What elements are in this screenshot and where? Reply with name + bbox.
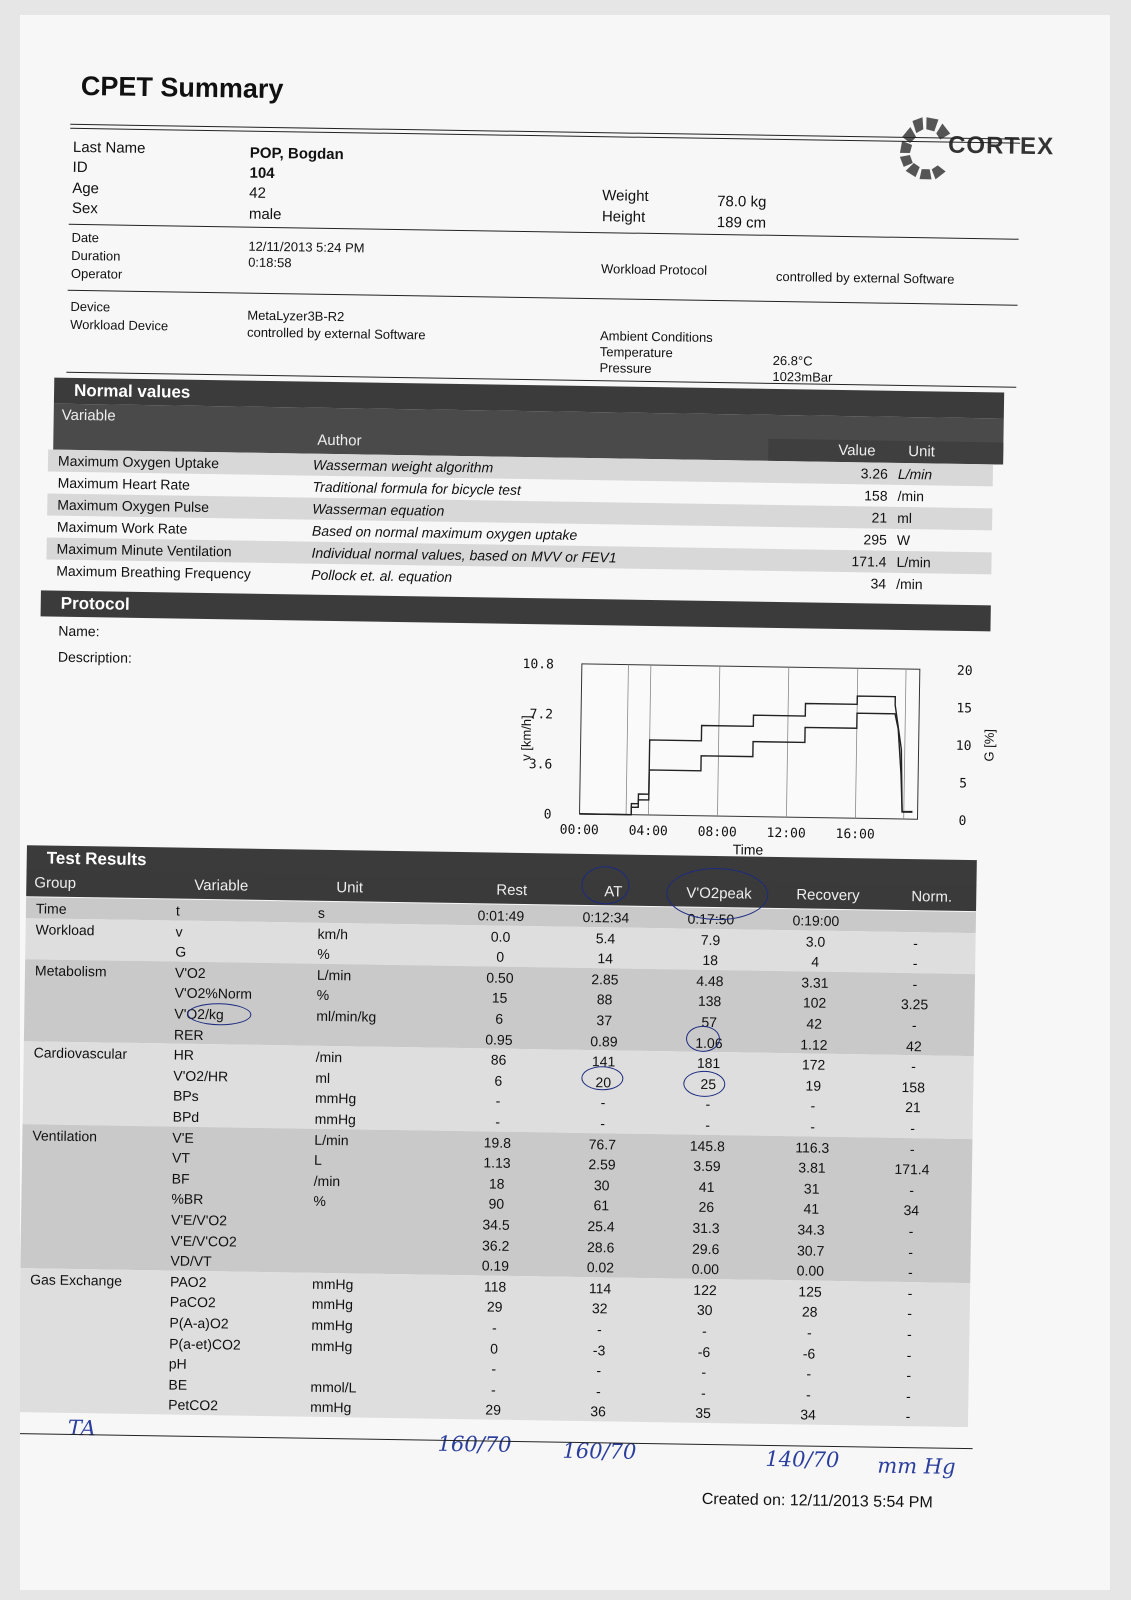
chart-x-tick: 00:00 [559, 822, 599, 839]
document-page [20, 15, 1110, 1590]
protocol-header [41, 590, 991, 631]
result-norm: 21 [905, 1099, 921, 1116]
result-unit: ml/min/kg [316, 1007, 377, 1025]
result-variable: %BR [171, 1190, 204, 1208]
normal-unit: L/min [897, 465, 933, 483]
chart-y-left-tick: 7.2 [529, 707, 554, 723]
result-at: - [600, 1115, 606, 1132]
result-recovery: 30.7 [796, 1241, 825, 1259]
normal-unit: /min [897, 487, 925, 505]
result-vo2peak: 25 [700, 1075, 717, 1092]
chart-y-right-tick: 15 [956, 701, 973, 717]
result-vo2peak: 3.59 [693, 1157, 721, 1175]
handwritten-bp-recovery: 140/70 [765, 1446, 840, 1473]
col-variable: Variable [194, 876, 249, 895]
result-unit: mmHg [314, 1110, 357, 1128]
date-value: 12/11/2013 5:24 PM [248, 238, 365, 256]
handwritten-unit: mm Hg [877, 1453, 956, 1479]
workload-device-value: controlled by external Software [246, 324, 426, 343]
result-rest: - [491, 1319, 497, 1336]
chart-y-right-tick: 0 [958, 813, 967, 829]
result-vo2peak: - [701, 1322, 707, 1339]
result-rest: 34.5 [482, 1216, 510, 1233]
result-vo2peak: 57 [701, 1013, 718, 1031]
result-rest: 19.8 [483, 1134, 512, 1151]
result-rest: 118 [483, 1278, 507, 1295]
result-variable: PAO2 [170, 1273, 207, 1290]
result-at: 88 [596, 991, 613, 1008]
results-group-label: Metabolism [34, 962, 107, 980]
result-unit: /min [315, 1048, 343, 1066]
result-norm: - [913, 934, 918, 951]
result-variable: BPd [172, 1108, 200, 1125]
result-recovery: 41 [803, 1200, 820, 1218]
result-variable: RER [173, 1026, 204, 1043]
result-rest: 86 [490, 1051, 507, 1068]
result-rest: 0 [496, 948, 505, 965]
normal-author: Wasserman equation [312, 500, 445, 519]
protocol-description-label: Description: [57, 648, 132, 666]
result-norm: - [909, 1140, 915, 1157]
results-group-label: Time [35, 900, 67, 917]
result-vo2peak: 26 [698, 1199, 715, 1216]
result-rest: 6 [495, 1010, 504, 1027]
result-rest: 90 [488, 1195, 505, 1213]
results-group-label: Ventilation [32, 1126, 98, 1144]
result-unit: ml [315, 1069, 331, 1086]
chart-y-right-tick: 5 [959, 776, 968, 792]
divider [69, 224, 1019, 240]
result-at: 14 [597, 950, 614, 967]
result-rest: 0.50 [486, 969, 514, 986]
handwritten-ta: TA [67, 1415, 97, 1441]
result-variable: HR [173, 1046, 195, 1064]
sex-label: Sex [71, 199, 98, 218]
result-variable: PaCO2 [169, 1293, 216, 1311]
result-variable: V'O2/HR [173, 1067, 229, 1085]
result-vo2peak: 35 [695, 1405, 712, 1422]
ambient-label: Ambient Conditions [599, 328, 713, 345]
result-norm: - [907, 1284, 913, 1301]
handwritten-bp-rest: 160/70 [437, 1431, 512, 1457]
result-vo2peak: - [705, 1096, 711, 1113]
result-unit: s [317, 904, 326, 921]
duration-label: Duration [71, 247, 121, 264]
chart-y-right-label: G [%] [981, 728, 997, 762]
result-recovery: 102 [802, 994, 827, 1012]
result-at: 2.59 [588, 1156, 616, 1173]
result-vo2peak: - [701, 1364, 707, 1381]
result-norm: - [911, 1017, 917, 1034]
result-norm: - [906, 1367, 912, 1384]
result-at: 2.85 [591, 970, 619, 988]
col-unit: Unit [908, 443, 936, 461]
protocol-name-label: Name: [58, 622, 100, 640]
result-recovery: 19 [805, 1077, 822, 1094]
result-at: 114 [588, 1279, 612, 1297]
age-value: 42 [249, 184, 267, 202]
normal-variable: Maximum Work Rate [56, 518, 188, 537]
result-recovery: 3.31 [801, 974, 829, 991]
normal-author: Traditional formula for bicycle test [312, 478, 521, 498]
normal-variable: Maximum Oxygen Pulse [57, 496, 210, 516]
normal-author: Individual normal values, based on MVV or FEV1 [311, 544, 617, 566]
result-vo2peak: 41 [698, 1178, 715, 1195]
chart-y-left-tick: 10.8 [522, 656, 554, 673]
height-label: Height [601, 208, 646, 226]
result-vo2peak: 30 [696, 1302, 713, 1319]
temperature-label: Temperature [599, 344, 673, 361]
result-vo2peak: 138 [697, 993, 722, 1010]
result-at: 141 [591, 1053, 616, 1070]
result-variable: V'O2 [174, 964, 206, 981]
normal-values-title: Normal values [73, 380, 191, 402]
normal-author: Wasserman weight algorithm [312, 456, 494, 476]
result-norm: 34 [903, 1202, 920, 1219]
result-recovery: 116.3 [795, 1138, 830, 1156]
result-rest: 6 [494, 1072, 503, 1089]
pen-circle-peak-vo2kg [686, 1026, 720, 1053]
result-at: 30 [593, 1176, 610, 1194]
result-norm: - [912, 955, 918, 972]
result-recovery: 31 [803, 1180, 820, 1197]
result-unit: mmHg [311, 1275, 354, 1293]
result-norm: - [908, 1223, 914, 1240]
result-at: 76.7 [588, 1135, 617, 1153]
normal-value: 158 [864, 487, 888, 504]
result-rest: 0.19 [481, 1257, 510, 1275]
divider [70, 124, 1020, 140]
result-recovery: 0:19:00 [792, 912, 840, 929]
protocol-title: Protocol [60, 593, 130, 614]
result-norm: - [905, 1387, 911, 1404]
chart-y-right-tick: 10 [955, 738, 972, 755]
result-recovery: - [805, 1386, 811, 1403]
temperature-value: 26.8°C [772, 352, 813, 369]
result-vo2peak: - [700, 1384, 706, 1401]
sex-value: male [248, 205, 282, 224]
result-vo2peak: 181 [696, 1054, 721, 1072]
result-at: 61 [593, 1197, 610, 1214]
col-variable: Variable [61, 406, 116, 425]
duration-value: 0:18:58 [248, 254, 292, 271]
chart-y-right-tick: 20 [956, 663, 973, 680]
normal-value: 3.26 [860, 465, 889, 482]
result-norm: 3.25 [900, 996, 929, 1013]
result-rest: 0.95 [485, 1031, 513, 1048]
result-variable: V'O2/kg [174, 1005, 224, 1023]
result-vo2peak: 7.9 [700, 931, 721, 948]
col-unit: Unit [336, 879, 364, 897]
result-vo2peak: 0:17:50 [687, 910, 735, 928]
result-recovery: -6 [802, 1345, 816, 1362]
handwritten-bp-at: 160/70 [562, 1438, 637, 1464]
result-variable: P(A-a)O2 [169, 1314, 229, 1332]
chart-x-tick: 04:00 [628, 823, 668, 840]
report-sheet [20, 15, 1110, 1590]
protocol-chart-svg [497, 643, 1000, 866]
result-rest: 0.0 [490, 928, 511, 945]
col-value: Value [838, 441, 876, 460]
divider [68, 290, 1018, 306]
normal-unit: ml [897, 509, 913, 527]
operator-label: Operator [70, 265, 123, 282]
normal-unit: W [896, 531, 911, 549]
result-at: 0:12:34 [582, 908, 630, 926]
result-variable: BPs [172, 1087, 199, 1105]
col-norm: Norm. [911, 888, 953, 906]
result-norm: - [908, 1243, 914, 1260]
age-label: Age [72, 179, 100, 198]
result-vo2peak: 31.3 [692, 1219, 720, 1237]
normal-value: 171.4 [851, 553, 887, 570]
result-recovery: - [810, 1118, 816, 1135]
result-variable: VT [171, 1149, 191, 1166]
result-norm: 171.4 [894, 1161, 930, 1178]
result-rest: 29 [486, 1298, 503, 1316]
result-unit: % [317, 945, 330, 963]
results-group-label: Gas Exchange [30, 1271, 123, 1289]
result-norm: - [907, 1264, 913, 1281]
result-unit: mmHg [311, 1296, 354, 1313]
workload-protocol-label: Workload Protocol [600, 261, 708, 278]
result-vo2peak: -6 [697, 1343, 711, 1360]
created-on: Created on: 12/11/2013 5:54 PM [701, 1490, 933, 1512]
pressure-value: 1023mBar [772, 368, 833, 385]
normal-variable: Maximum Breathing Frequency [56, 562, 251, 582]
result-recovery: 28 [801, 1303, 818, 1321]
normal-variable: Maximum Heart Rate [57, 474, 191, 493]
protocol-chart [497, 643, 1000, 866]
result-vo2peak: 29.6 [691, 1240, 720, 1257]
result-rest: - [495, 1113, 501, 1130]
result-norm: - [911, 1058, 917, 1075]
result-at: 0.89 [590, 1032, 618, 1050]
result-unit: mmHg [310, 1399, 352, 1416]
result-variable: PetCO2 [168, 1396, 219, 1414]
result-variable: G [175, 943, 187, 960]
col-recovery: Recovery [796, 886, 860, 905]
weight-label: Weight [602, 187, 649, 205]
col-rest: Rest [496, 881, 528, 900]
result-unit: km/h [317, 925, 349, 942]
pen-circle-peak-hr [683, 1071, 725, 1098]
result-vo2peak: 4.48 [696, 972, 724, 989]
result-rest: 1.13 [483, 1154, 511, 1172]
result-variable: V'E/V'CO2 [170, 1232, 237, 1250]
chart-x-tick: 12:00 [766, 825, 806, 842]
result-vo2peak: 1.06 [695, 1034, 723, 1051]
id-value: 104 [249, 164, 275, 183]
result-norm: - [906, 1326, 912, 1343]
col-at: AT [604, 883, 623, 901]
normal-author: Pollock et. al. equation [311, 566, 453, 585]
result-unit: L/min [316, 966, 352, 984]
id-label: ID [72, 158, 88, 177]
result-vo2peak: 145.8 [689, 1137, 725, 1154]
result-norm: 158 [901, 1078, 926, 1096]
result-recovery: 42 [806, 1015, 823, 1032]
result-at: - [600, 1094, 606, 1111]
result-rest: - [491, 1360, 497, 1377]
chart-x-label: Time [732, 841, 764, 858]
result-at: 0.02 [586, 1259, 615, 1276]
result-unit: mmHg [311, 1316, 353, 1334]
result-variable: VD/VT [170, 1252, 212, 1270]
result-variable: V'E [172, 1129, 194, 1146]
result-unit: L/min [314, 1131, 349, 1148]
result-vo2peak: 122 [693, 1281, 717, 1298]
weight-value: 78.0 kg [717, 192, 767, 211]
results-group-label: Workload [35, 920, 95, 938]
result-norm: - [909, 1181, 915, 1198]
result-unit: /min [313, 1172, 341, 1189]
last-name-label: Last Name [72, 138, 146, 157]
result-at: 5.4 [595, 929, 616, 947]
test-results-title: Test Results [46, 848, 147, 870]
result-norm: - [910, 1120, 916, 1137]
result-variable: V'O2%Norm [174, 984, 253, 1003]
result-recovery: 172 [801, 1056, 826, 1073]
result-recovery: 1.12 [800, 1035, 828, 1053]
result-unit: mmol/L [310, 1378, 357, 1396]
result-recovery: 0.00 [796, 1262, 825, 1279]
result-recovery: - [806, 1324, 812, 1341]
result-recovery: 4 [811, 953, 820, 970]
result-recovery: 3.81 [798, 1159, 826, 1176]
result-unit: mmHg [314, 1090, 357, 1107]
result-unit: mmHg [311, 1337, 353, 1354]
normal-author: Based on normal maximum oxygen uptake [311, 522, 578, 543]
chart-y-left-tick: 0 [543, 807, 552, 823]
col-author: Author [317, 431, 362, 450]
result-rest: 29 [485, 1401, 502, 1419]
result-unit: L [313, 1151, 322, 1169]
normal-unit: L/min [896, 553, 931, 571]
result-recovery: 34 [800, 1406, 817, 1424]
workload-protocol-value: controlled by external Software [775, 268, 955, 287]
logo-text: CORTEX [947, 131, 1055, 161]
chart-x-tick: 08:00 [697, 824, 737, 841]
date-label: Date [71, 229, 100, 246]
result-at: -3 [592, 1341, 606, 1358]
report-title: CPET Summary [80, 70, 284, 105]
result-at: - [596, 1362, 602, 1379]
result-variable: pH [168, 1355, 187, 1372]
result-variable: BF [171, 1170, 190, 1187]
chart-y-left-label: v [km/h] [518, 715, 535, 761]
workload-device-label: Workload Device [70, 316, 169, 334]
result-vo2peak: 18 [702, 952, 719, 969]
result-recovery: 125 [798, 1283, 822, 1300]
device-value: MetaLyzer3B-R2 [247, 307, 345, 325]
result-rest: 0:01:49 [477, 907, 525, 925]
result-norm: 42 [905, 1037, 922, 1054]
result-rest: - [495, 1092, 501, 1110]
pen-circle-at-hr [581, 1066, 623, 1091]
cortex-logo [897, 109, 1055, 191]
result-rest: 0 [490, 1340, 499, 1357]
last-name-value: POP, Bogdan [249, 144, 344, 164]
normal-value: 34 [870, 575, 887, 592]
result-rest: 15 [491, 989, 508, 1007]
chart-y-left-tick: 3.6 [528, 757, 553, 773]
result-recovery: - [810, 1097, 816, 1115]
result-variable: V'E/V'O2 [170, 1211, 228, 1229]
result-vo2peak: 0.00 [691, 1260, 720, 1278]
result-norm: - [905, 1408, 911, 1425]
result-recovery: 34.3 [797, 1221, 825, 1238]
result-vo2peak: - [705, 1116, 711, 1133]
height-value: 189 cm [716, 213, 767, 232]
result-variable: v [175, 923, 183, 940]
result-unit: % [313, 1193, 326, 1210]
result-at: 32 [591, 1300, 608, 1317]
normal-variable: Maximum Oxygen Uptake [57, 452, 220, 472]
pressure-label: Pressure [599, 360, 652, 376]
result-at: 28.6 [586, 1238, 615, 1256]
normal-variable: Maximum Minute Ventilation [56, 540, 232, 560]
result-at: - [596, 1321, 602, 1338]
result-variable: t [175, 902, 180, 919]
normal-unit: /min [896, 575, 923, 593]
chart-x-tick: 16:00 [835, 826, 875, 843]
result-at: - [595, 1383, 601, 1400]
result-at: 20 [595, 1073, 612, 1091]
result-at: 25.4 [587, 1218, 615, 1235]
chart-plot-area [580, 664, 920, 819]
result-rest: 36.2 [481, 1237, 510, 1254]
results-group-label: Cardiovascular [33, 1044, 128, 1062]
result-unit: % [316, 987, 330, 1004]
col-vo2peak: V'O2peak [686, 884, 752, 903]
device-label: Device [70, 298, 111, 315]
result-rest: - [491, 1381, 496, 1398]
normal-value: 295 [863, 531, 887, 548]
result-variable: P(a-et)CO2 [169, 1335, 241, 1353]
result-norm: - [912, 975, 918, 993]
result-norm: - [906, 1346, 912, 1363]
result-at: 37 [596, 1012, 613, 1029]
result-recovery: - [806, 1365, 812, 1382]
result-at: 36 [590, 1403, 607, 1420]
result-recovery: 3.0 [805, 933, 826, 950]
result-variable: BE [168, 1376, 188, 1393]
result-norm: - [907, 1305, 913, 1322]
normal-value: 21 [871, 509, 888, 526]
result-rest: 18 [488, 1175, 505, 1192]
col-group: Group [34, 874, 77, 892]
